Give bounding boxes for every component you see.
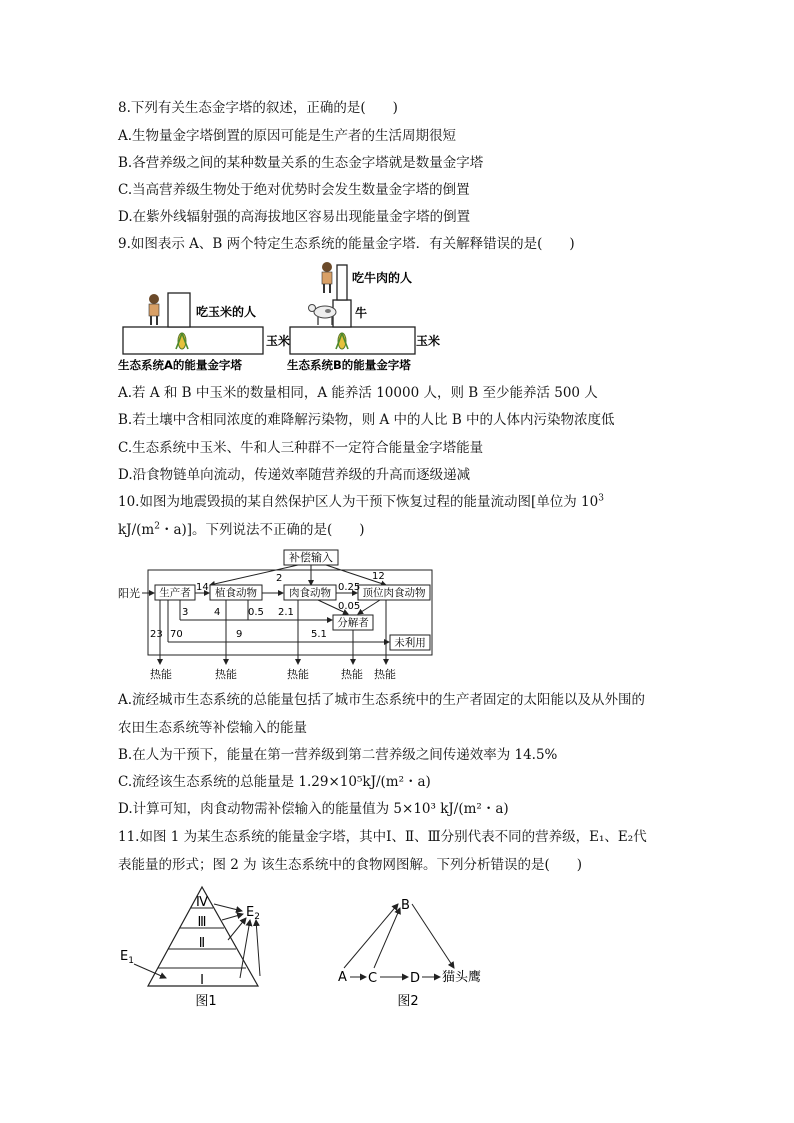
carnivore-label: 肉食动物 <box>289 587 331 599</box>
q8-option-b: B.各营养级之间的某种数量关系的生态金字塔就是数量金字塔 <box>118 155 484 171</box>
decomposer-label: 分解者 <box>337 617 369 629</box>
cow-icon <box>309 305 337 326</box>
level-1-label: Ⅰ <box>200 973 204 988</box>
level-2-label: Ⅱ <box>198 936 206 951</box>
heat-label-5: 热能 <box>374 668 396 681</box>
q8-option-c: C.当高营养级生物处于绝对优势时会发生数量金字塔的倒置 <box>118 182 470 198</box>
node-b: B <box>401 898 410 913</box>
unused-label: 未利用 <box>394 637 426 649</box>
q10-option-d: D.计算可知，肉食动物需补偿输入的能量值为 5×10³ kJ/(m²・a) <box>118 801 509 817</box>
pyramid-a-corn-label: 玉米 <box>266 334 291 348</box>
q9-option-a: A.若 A 和 B 中玉米的数量相同，A 能养活 10000 人，则 B 至少能养活 500 人 <box>118 385 598 401</box>
heat-label-3: 热能 <box>287 668 309 681</box>
num-0-5: 0.5 <box>248 607 264 618</box>
person-a-icon <box>149 294 159 325</box>
q10-option-b: B.在人为干预下，能量在第一营养级到第二营养级之间传递效率为 14.5% <box>118 747 558 763</box>
q9-figure <box>118 255 441 377</box>
num-3: 3 <box>182 607 189 618</box>
level-3-label: Ⅲ <box>197 915 207 930</box>
q10-stem-line1: 10.如图为地震毁损的某自然保护区人为干预下恢复过程的能量流动图[单位为 $10^3$ <box>118 493 604 510</box>
num-12: 12 <box>372 571 385 582</box>
heat-label-1: 热能 <box>150 668 172 681</box>
num-0-05: 0.05 <box>338 601 361 612</box>
q10-energy-flow-diagram <box>118 548 438 682</box>
q8-option-d: D.在紫外线辐射强的高海拔地区容易出现能量金字塔的倒置 <box>118 209 471 225</box>
num-2: 2 <box>276 573 283 584</box>
num-2-1: 2.1 <box>278 607 294 618</box>
producer-label: 生产者 <box>159 587 191 599</box>
node-d: D <box>410 971 421 986</box>
input-label: 补偿输入 <box>289 551 333 564</box>
e1-label: $E_1$ <box>120 949 134 966</box>
q9-option-d: D.沿食物链单向流动，传递效率随营养级的升高而逐级递减 <box>118 467 471 483</box>
pyramid-a-person-label: 吃玉米的人 <box>196 305 257 319</box>
q10-stem-line2: $kJ/(m^2$・a)]。下列说法不正确的是( ) <box>118 521 365 538</box>
num-9: 9 <box>236 629 243 640</box>
e2-label: $E_2$ <box>246 905 260 922</box>
q11-figure <box>118 882 508 1017</box>
num-70: 70 <box>170 629 183 640</box>
person-b-icon <box>322 262 332 293</box>
q10-option-c: C.流经该生态系统的总能量是 1.29×10⁵kJ/(m²・a) <box>118 774 431 790</box>
node-a: A <box>338 970 347 985</box>
num-0-25: 0.25 <box>338 582 361 593</box>
sun-label: 阳光 <box>118 587 140 600</box>
top-carnivore-label: 顶位肉食动物 <box>362 587 426 599</box>
q8-stem: 8.下列有关生态金字塔的叙述，正确的是( ) <box>118 100 398 116</box>
q10-option-a-line2: 农田生态系统等补偿输入的能量 <box>118 720 307 736</box>
pyramid-b <box>287 262 440 372</box>
pyramid-b-person-label: 吃牛肉的人 <box>352 271 413 285</box>
pyramid-b-corn-label: 玉米 <box>416 334 441 348</box>
q11-stem-line1: 11.如图 1 为某生态系统的能量金字塔，其中Ⅰ、Ⅱ、Ⅲ分别代表不同的营养级，E₁、E₂代 <box>118 829 647 845</box>
q10-option-a-line1: A.流经城市生态系统的总能量包括了城市生态系统中的生产者固定的太阳能以及从外围的 <box>118 692 646 708</box>
pyramid-a-caption: 生态系统A的能量金字塔 <box>118 358 242 372</box>
figure-1-pyramid <box>120 887 260 1009</box>
node-owl: 猫头鹰 <box>442 970 482 985</box>
figure-2-caption: 图2 <box>397 994 419 1009</box>
num-4: 4 <box>214 607 221 618</box>
figure-2-food-web <box>338 898 481 1009</box>
q11-stem-line2: 表能量的形式；图 2 为 该生态系统中的食物网图解。下列分析错误的是( ) <box>118 857 582 873</box>
q8-option-a: A.生物量金字塔倒置的原因可能是生产者的生活周期很短 <box>118 128 457 144</box>
pyramid-b-caption: 生态系统B的能量金字塔 <box>287 358 411 372</box>
num-23: 23 <box>150 629 163 640</box>
heat-label-4: 热能 <box>341 668 363 681</box>
pyramid-b-cow-label: 牛 <box>355 306 368 320</box>
q9-option-c: C.生态系统中玉米、牛和人三种群不一定符合能量金字塔能量 <box>118 440 484 456</box>
num-5-1: 5.1 <box>311 629 327 640</box>
q9-option-b: B.若土壤中含相同浓度的难降解污染物，则 A 中的人比 B 中的人体内污染物浓度低 <box>118 412 615 428</box>
num-14: 14 <box>196 582 209 593</box>
q9-stem: 9.如图表示 A、B 两个特定生态系统的能量金字塔．有关解释错误的是( ) <box>118 236 575 252</box>
herbivore-label: 植食动物 <box>215 587 257 599</box>
pyramid-a <box>118 293 290 372</box>
heat-label-2: 热能 <box>215 668 237 681</box>
node-c: C <box>368 971 378 986</box>
level-4-label: Ⅳ <box>196 895 208 910</box>
figure-1-caption: 图1 <box>195 994 217 1009</box>
